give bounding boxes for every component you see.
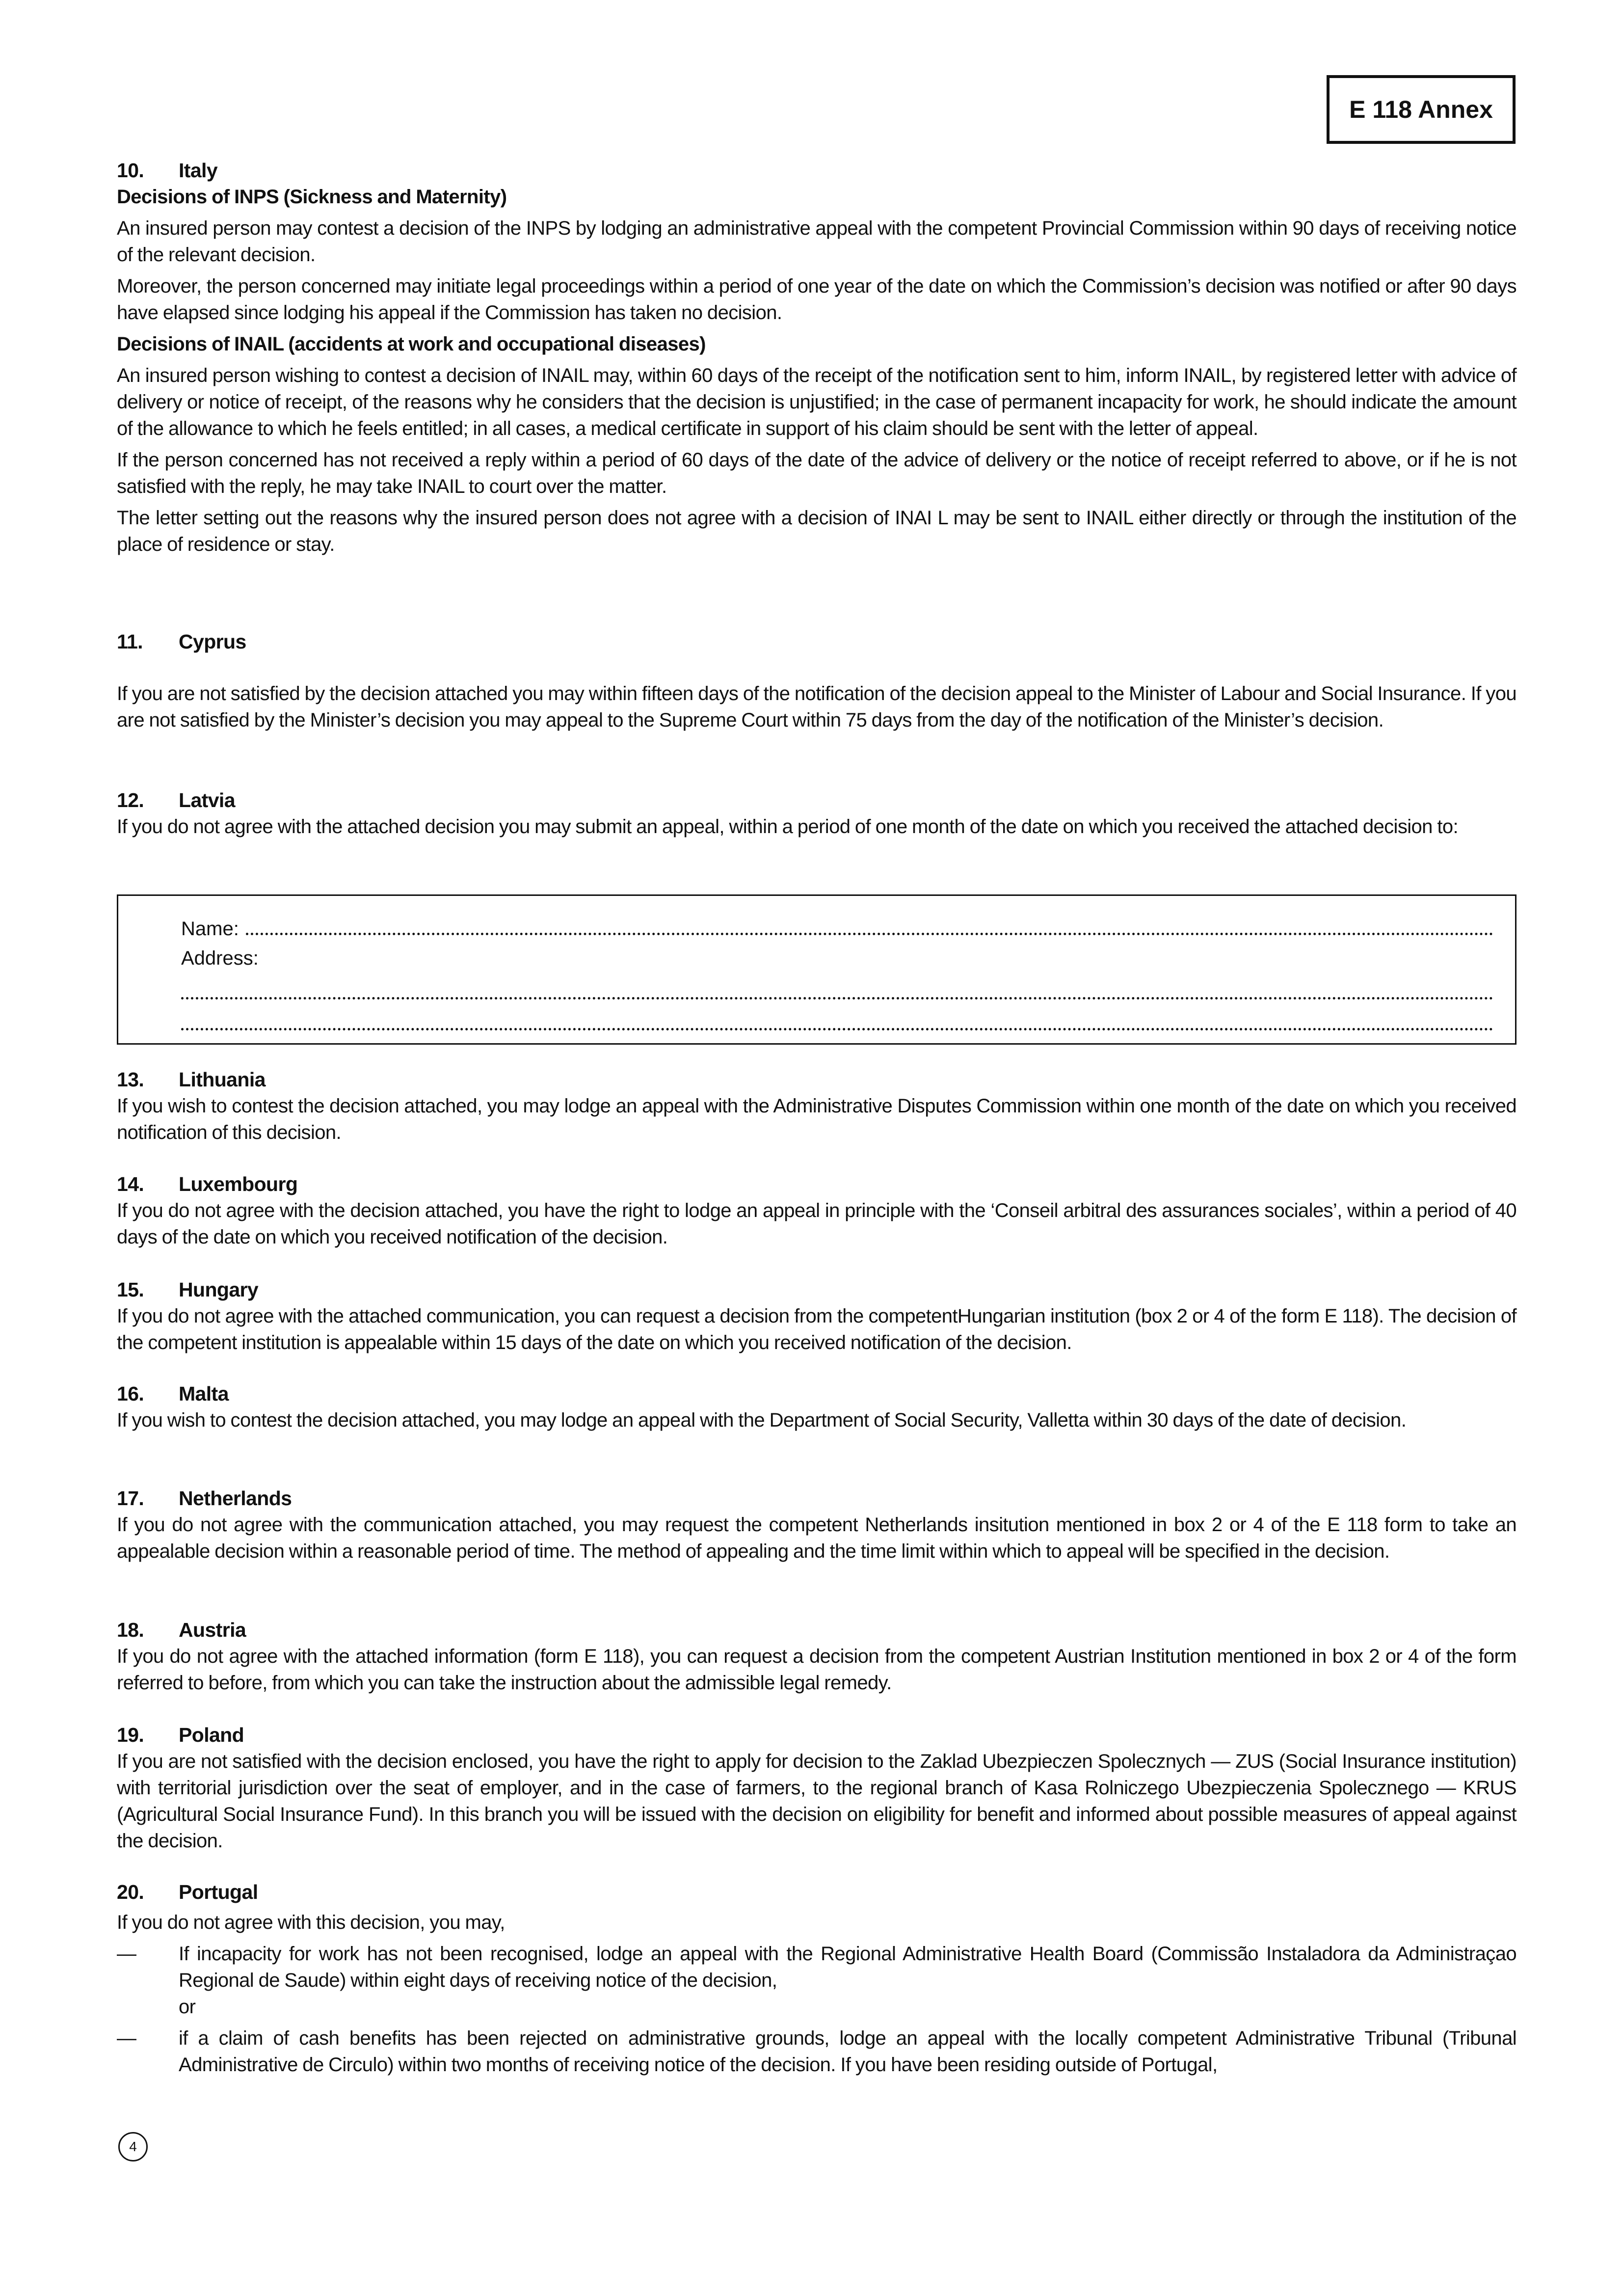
paragraph: If the person concerned has not received a reply within a period of 60 days of the date of the advice of delivery or the notice of receipt referred to above, or if he is not satisfied with the reply, he may take INAIL to court over the matter.	[117, 449, 1517, 497]
address-label: Address:	[181, 947, 259, 969]
paragraph: If you wish to contest the decision attached, you may lodge an appeal with the Administrative Disputes Commission within one month of the date on which you received notification of this decision.	[117, 1095, 1517, 1143]
section-title: Cyprus	[179, 630, 246, 653]
section-title: Austria	[179, 1619, 246, 1641]
subheading-inail: Decisions of INAIL (accidents at work and occupational diseases)	[117, 333, 706, 355]
section-title: Luxembourg	[179, 1173, 298, 1195]
section-number: 10.	[117, 159, 144, 182]
paragraph: If you do not agree with the attached communication, you can request a decision from the competentHungarian institution (box 2 or 4 of the form E 118). The decision of the competent institution is appealable within 15 days of the date on which you received notification of the decision.	[117, 1305, 1517, 1353]
address-dotted-line-1[interactable]	[181, 997, 1493, 999]
section-number: 12.	[117, 789, 144, 811]
paragraph: If you do not agree with this decision, you may,	[117, 1912, 505, 1933]
section-heading	[117, 1276, 1517, 1303]
dash-bullet: —	[117, 2027, 136, 2049]
section-heading	[117, 1485, 1517, 1512]
or-connector: or	[179, 1996, 196, 2018]
section-heading	[117, 157, 1517, 184]
section-hungary	[117, 1276, 1517, 1356]
section-heading	[117, 628, 1517, 655]
address-label-row	[181, 945, 1493, 972]
section-poland	[117, 1722, 1517, 1854]
section-number: 18.	[117, 1619, 144, 1641]
section-number: 15.	[117, 1278, 144, 1301]
section-title: Latvia	[179, 789, 235, 811]
paragraph: If you do not agree with the attached information (form E 118), you can request a decision from the competent Austrian Institution mentioned in box 2 or 4 of the form referred to before, from which you can take the instruction about the admissible legal remedy.	[117, 1646, 1517, 1694]
page-number-badge: 4	[118, 2132, 148, 2161]
section-italy	[117, 157, 1517, 558]
section-heading	[117, 787, 1517, 813]
paragraph: If you do not agree with the attached decision you may submit an appeal, within a period of one month of the date on which you received the attached decision to:	[117, 816, 1458, 837]
section-heading	[117, 1879, 1517, 1905]
subheading-inps: Decisions of INPS (Sickness and Maternity)	[117, 186, 507, 208]
section-number: 20.	[117, 1881, 144, 1903]
section-cyprus	[117, 628, 1517, 733]
section-number: 19.	[117, 1724, 144, 1746]
section-portugal	[117, 1879, 1517, 2078]
list-item	[117, 2025, 1517, 2078]
section-malta	[117, 1380, 1517, 1433]
name-dotted-line	[246, 916, 1493, 935]
paragraph: If you are not satisfied by the decision attached you may within fifteen days of the notification of the decision appeal to the Minister of Labour and Social Insurance. If you are not satisfied by the Minister’s decision you may appeal to the Supreme Court within 75 days from the day of the notification of the Minister’s decision.	[117, 683, 1517, 731]
section-heading	[117, 1171, 1517, 1197]
section-heading	[117, 1066, 1517, 1093]
section-number: 11.	[117, 630, 143, 653]
paragraph: An insured person may contest a decision of the INPS by lodging an administrative appeal with the competent Provincial Commission within 90 days of receiving notice of the relevant decision.	[117, 217, 1517, 266]
section-title: Lithuania	[179, 1068, 266, 1091]
section-title: Netherlands	[179, 1487, 292, 1510]
name-label: Name:	[181, 918, 239, 940]
section-netherlands	[117, 1485, 1517, 1565]
name-field[interactable]	[181, 916, 1493, 942]
list-item-text: If incapacity for work has not been recognised, lodge an appeal with the Regional Administrative Health Board (Commissão Instaladora da Administraçao Regional de Saude) within eight days of receiving notice of the decision,	[179, 1943, 1517, 1991]
paragraph: An insured person wishing to contest a decision of INAIL may, within 60 days of the receipt of the notification sent to him, inform INAIL, by registered letter with advice of delivery or notice of receipt, of the reasons why he considers that the decision is unjustified; in the case of permanent incapacity for work, he should indicate the amount of the allowance to which he feels entitled; in all cases, a medical certificate in support of his claim should be sent with the letter of appeal.	[117, 365, 1517, 439]
section-number: 14.	[117, 1173, 144, 1195]
paragraph: If you do not agree with the communication attached, you may request the competent Netherlands insitution mentioned in box 2 or 4 of the E 118 form to take an appealable decision within a reasonable period of time. The method of appealing and the time limit within which to appeal will be specified in the decision.	[117, 1514, 1517, 1562]
form-badge: E 118 Annex	[1327, 75, 1516, 144]
section-heading	[117, 1722, 1517, 1748]
list-item-text: if a claim of cash benefits has been rejected on administrative grounds, lodge an appeal with the locally competent Administrative Tribunal (Tribunal Administrative de Circulo) within two months of receiving notice of the decision. If you have been residing outside of Portugal,	[179, 2027, 1517, 2076]
section-austria	[117, 1617, 1517, 1696]
section-title: Poland	[179, 1724, 244, 1746]
paragraph: If you do not agree with the decision attached, you have the right to lodge an appeal in principle with the ‘Conseil arbitral des assurances sociales’, within a period of 40 days of the date on which you received notification of the decision.	[117, 1200, 1517, 1248]
section-latvia	[117, 787, 1517, 840]
section-title: Portugal	[179, 1881, 258, 1903]
section-lithuania	[117, 1066, 1517, 1146]
section-title: Hungary	[179, 1278, 259, 1301]
paragraph: If you are not satisfied with the decision enclosed, you have the right to apply for decision to the Zaklad Ubezpieczen Spolecznych — ZUS (Social Insurance institution) with territorial jurisdiction over the seat of employer, and in the case of farmers, to the regional branch of Kasa Rolniczego Ubezpieczenia Spolecznego — KRUS (Agricultural Social Insurance Fund). In this branch you will be issued with the decision on eligibility for benefit and informed about possible measures of appeal against the decision.	[117, 1751, 1517, 1852]
dash-bullet: —	[117, 1943, 136, 1965]
section-title: Malta	[179, 1382, 229, 1405]
section-heading	[117, 1380, 1517, 1407]
list-item	[117, 1941, 1517, 1994]
section-number: 17.	[117, 1487, 144, 1510]
appeal-address-box	[117, 894, 1517, 1045]
section-number: 16.	[117, 1382, 144, 1405]
section-luxembourg	[117, 1171, 1517, 1250]
paragraph: The letter setting out the reasons why the insured person does not agree with a decision of INAI L may be sent to INAIL either directly or through the institution of the place of residence or stay.	[117, 507, 1517, 555]
paragraph: Moreover, the person concerned may initiate legal proceedings within a period of one year of the date on which the Commission’s decision was notified or after 90 days have elapsed since lodging his appeal if the Commission has taken no decision.	[117, 275, 1517, 324]
section-heading	[117, 1617, 1517, 1643]
section-number: 13.	[117, 1068, 144, 1091]
address-dotted-line-2[interactable]	[181, 1028, 1493, 1030]
section-title: Italy	[179, 159, 218, 182]
paragraph: If you wish to contest the decision attached, you may lodge an appeal with the Department of Social Security, Valletta within 30 days of the date of decision.	[117, 1409, 1407, 1431]
